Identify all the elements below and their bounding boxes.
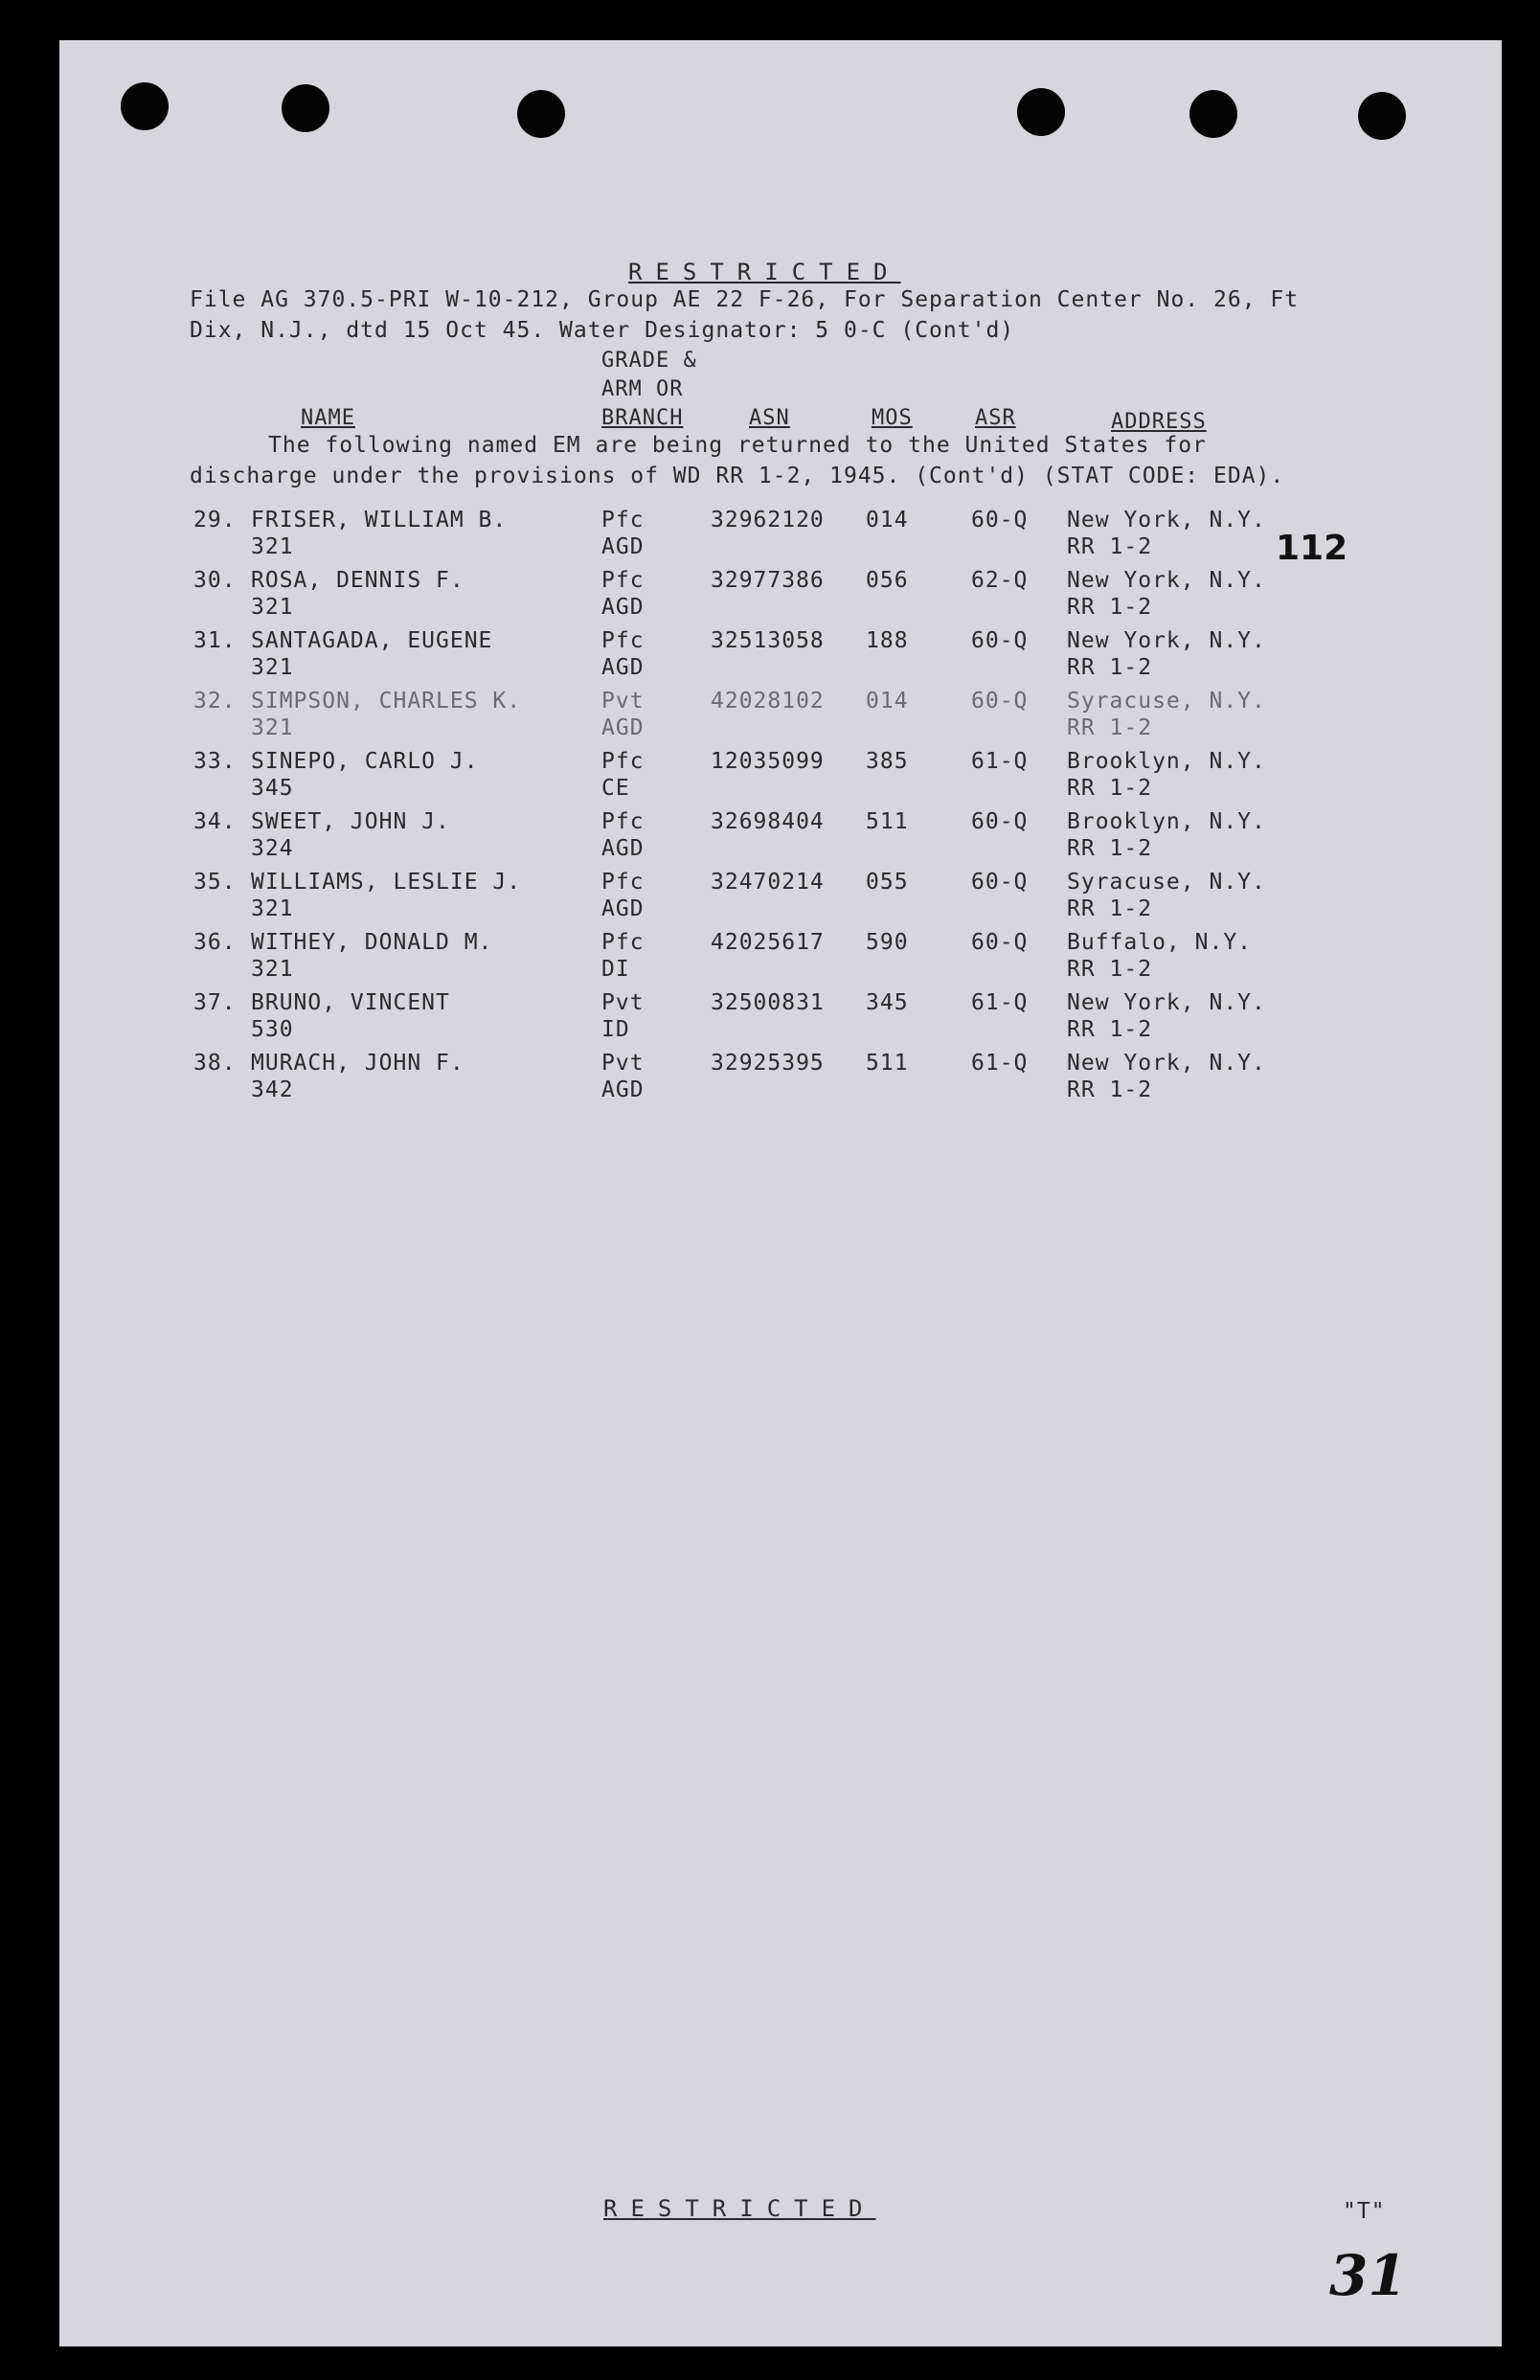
page-letter: "T": [1343, 2199, 1386, 2224]
cell-mos: 055: [866, 870, 909, 895]
cell-branch: AGD: [601, 655, 645, 680]
cell-code: 321: [251, 896, 294, 921]
cell-name: ROSA, DENNIS F.: [251, 568, 464, 593]
cell-grade: Pfc: [601, 749, 645, 774]
cell-city: New York, N.Y.: [1067, 990, 1266, 1015]
cell-asr: 60-Q: [971, 508, 1029, 533]
cell-grade: Pfc: [601, 628, 645, 653]
column-header-mos: MOS: [872, 406, 913, 430]
cell-rr: RR 1-2: [1067, 836, 1153, 861]
cell-asr: 61-Q: [971, 1051, 1029, 1076]
cell-code: 530: [251, 1017, 294, 1042]
intro-text: discharge under the provisions of WD RR 1-2, 1945. (Cont'd) (STAT CODE: EDA).: [190, 464, 1285, 488]
cell-asn: 32977386: [711, 568, 825, 593]
document-sheet: [59, 40, 1502, 2346]
cell-name: SWEET, JOHN J.: [251, 809, 450, 834]
cell-branch: AGD: [601, 534, 645, 559]
cell-asn: 42025617: [711, 930, 825, 955]
cell-grade: Pvt: [601, 1051, 645, 1076]
cell-city: New York, N.Y.: [1067, 568, 1266, 593]
cell-asr: 60-Q: [971, 870, 1029, 895]
column-header-address: ADDRESS: [1111, 410, 1207, 434]
cell-code: 321: [251, 957, 294, 982]
cell-num: 38.: [193, 1051, 237, 1076]
cell-asr: 60-Q: [971, 930, 1029, 955]
cell-branch: AGD: [601, 836, 645, 861]
cell-mos: 345: [866, 990, 909, 1015]
cell-num: 29.: [193, 508, 237, 533]
cell-city: New York, N.Y.: [1067, 1051, 1266, 1076]
column-header-grade: ARM OR: [601, 377, 684, 401]
column-header-grade: BRANCH: [601, 406, 684, 430]
cell-mos: 590: [866, 930, 909, 955]
cell-mos: 014: [866, 508, 909, 533]
cell-rr: RR 1-2: [1067, 776, 1153, 801]
cell-grade: Pfc: [601, 508, 645, 533]
cell-mos: 014: [866, 689, 909, 714]
cell-mos: 511: [866, 809, 909, 834]
cell-asr: 60-Q: [971, 689, 1029, 714]
cell-city: Syracuse, N.Y.: [1067, 689, 1266, 714]
cell-asn: 32698404: [711, 809, 825, 834]
handwritten-page-number: 31: [1329, 2243, 1407, 2308]
cell-grade: Pvt: [601, 689, 645, 714]
cell-name: MURACH, JOHN F.: [251, 1051, 464, 1076]
cell-asn: 12035099: [711, 749, 825, 774]
cell-branch: AGD: [601, 1077, 645, 1102]
restricted-header: RESTRICTED: [628, 259, 901, 285]
cell-code: 321: [251, 655, 294, 680]
cell-rr: RR 1-2: [1067, 1017, 1153, 1042]
cell-grade: Pfc: [601, 568, 645, 593]
cell-city: New York, N.Y.: [1067, 508, 1266, 533]
cell-mos: 385: [866, 749, 909, 774]
file-reference-line: File AG 370.5-PRI W-10-212, Group AE 22 F-26, For Separation Center No. 26, Ft: [190, 287, 1300, 312]
cell-num: 36.: [193, 930, 237, 955]
page-number: 112: [1276, 529, 1348, 568]
cell-asr: 61-Q: [971, 749, 1029, 774]
cell-rr: RR 1-2: [1067, 655, 1153, 680]
cell-name: WITHEY, DONALD M.: [251, 930, 493, 955]
cell-city: Buffalo, N.Y.: [1067, 930, 1253, 955]
cell-num: 33.: [193, 749, 237, 774]
column-header-asn: ASN: [749, 406, 790, 430]
punch-hole: [1017, 88, 1065, 136]
column-header-name: NAME: [301, 406, 355, 430]
cell-city: Brooklyn, N.Y.: [1067, 809, 1266, 834]
cell-branch: CE: [601, 776, 630, 801]
cell-code: 321: [251, 534, 294, 559]
cell-city: Syracuse, N.Y.: [1067, 870, 1266, 895]
cell-branch: AGD: [601, 896, 645, 921]
cell-asn: 32925395: [711, 1051, 825, 1076]
intro-text: The following named EM are being returned to the United States for: [268, 433, 1207, 458]
punch-hole: [517, 90, 565, 138]
cell-num: 35.: [193, 870, 237, 895]
cell-asn: 32513058: [711, 628, 825, 653]
cell-rr: RR 1-2: [1067, 1077, 1153, 1102]
cell-mos: 511: [866, 1051, 909, 1076]
cell-asr: 62-Q: [971, 568, 1029, 593]
cell-branch: AGD: [601, 595, 645, 620]
cell-rr: RR 1-2: [1067, 534, 1153, 559]
cell-grade: Pvt: [601, 990, 645, 1015]
cell-branch: ID: [601, 1017, 630, 1042]
cell-num: 30.: [193, 568, 237, 593]
cell-name: BRUNO, VINCENT: [251, 990, 450, 1015]
cell-name: FRISER, WILLIAM B.: [251, 508, 508, 533]
cell-mos: 056: [866, 568, 909, 593]
cell-asn: 42028102: [711, 689, 825, 714]
cell-code: 324: [251, 836, 294, 861]
cell-asr: 60-Q: [971, 809, 1029, 834]
cell-rr: RR 1-2: [1067, 957, 1153, 982]
cell-name: WILLIAMS, LESLIE J.: [251, 870, 522, 895]
cell-branch: AGD: [601, 715, 645, 740]
column-header-asr: ASR: [975, 406, 1016, 430]
cell-rr: RR 1-2: [1067, 715, 1153, 740]
cell-code: 345: [251, 776, 294, 801]
punch-hole: [1358, 92, 1406, 140]
cell-name: SIMPSON, CHARLES K.: [251, 689, 522, 714]
cell-name: SINEPO, CARLO J.: [251, 749, 479, 774]
cell-branch: DI: [601, 957, 630, 982]
punch-hole: [121, 82, 169, 130]
cell-num: 31.: [193, 628, 237, 653]
cell-code: 342: [251, 1077, 294, 1102]
cell-asr: 60-Q: [971, 628, 1029, 653]
cell-grade: Pfc: [601, 930, 645, 955]
cell-code: 321: [251, 595, 294, 620]
punch-hole: [282, 84, 329, 132]
cell-city: Brooklyn, N.Y.: [1067, 749, 1266, 774]
cell-asn: 32962120: [711, 508, 825, 533]
cell-rr: RR 1-2: [1067, 595, 1153, 620]
cell-num: 37.: [193, 990, 237, 1015]
cell-city: New York, N.Y.: [1067, 628, 1266, 653]
cell-name: SANTAGADA, EUGENE: [251, 628, 493, 653]
cell-num: 32.: [193, 689, 237, 714]
cell-grade: Pfc: [601, 870, 645, 895]
cell-mos: 188: [866, 628, 909, 653]
cell-num: 34.: [193, 809, 237, 834]
cell-rr: RR 1-2: [1067, 896, 1153, 921]
file-reference-line: Dix, N.J., dtd 15 Oct 45. Water Designator: 5 0-C (Cont'd): [190, 318, 1015, 343]
restricted-footer: RESTRICTED: [603, 2195, 876, 2222]
cell-asn: 32470214: [711, 870, 825, 895]
punch-hole: [1189, 90, 1237, 138]
column-header-grade: GRADE &: [601, 349, 697, 373]
cell-asr: 61-Q: [971, 990, 1029, 1015]
cell-asn: 32500831: [711, 990, 825, 1015]
cell-grade: Pfc: [601, 809, 645, 834]
cell-code: 321: [251, 715, 294, 740]
